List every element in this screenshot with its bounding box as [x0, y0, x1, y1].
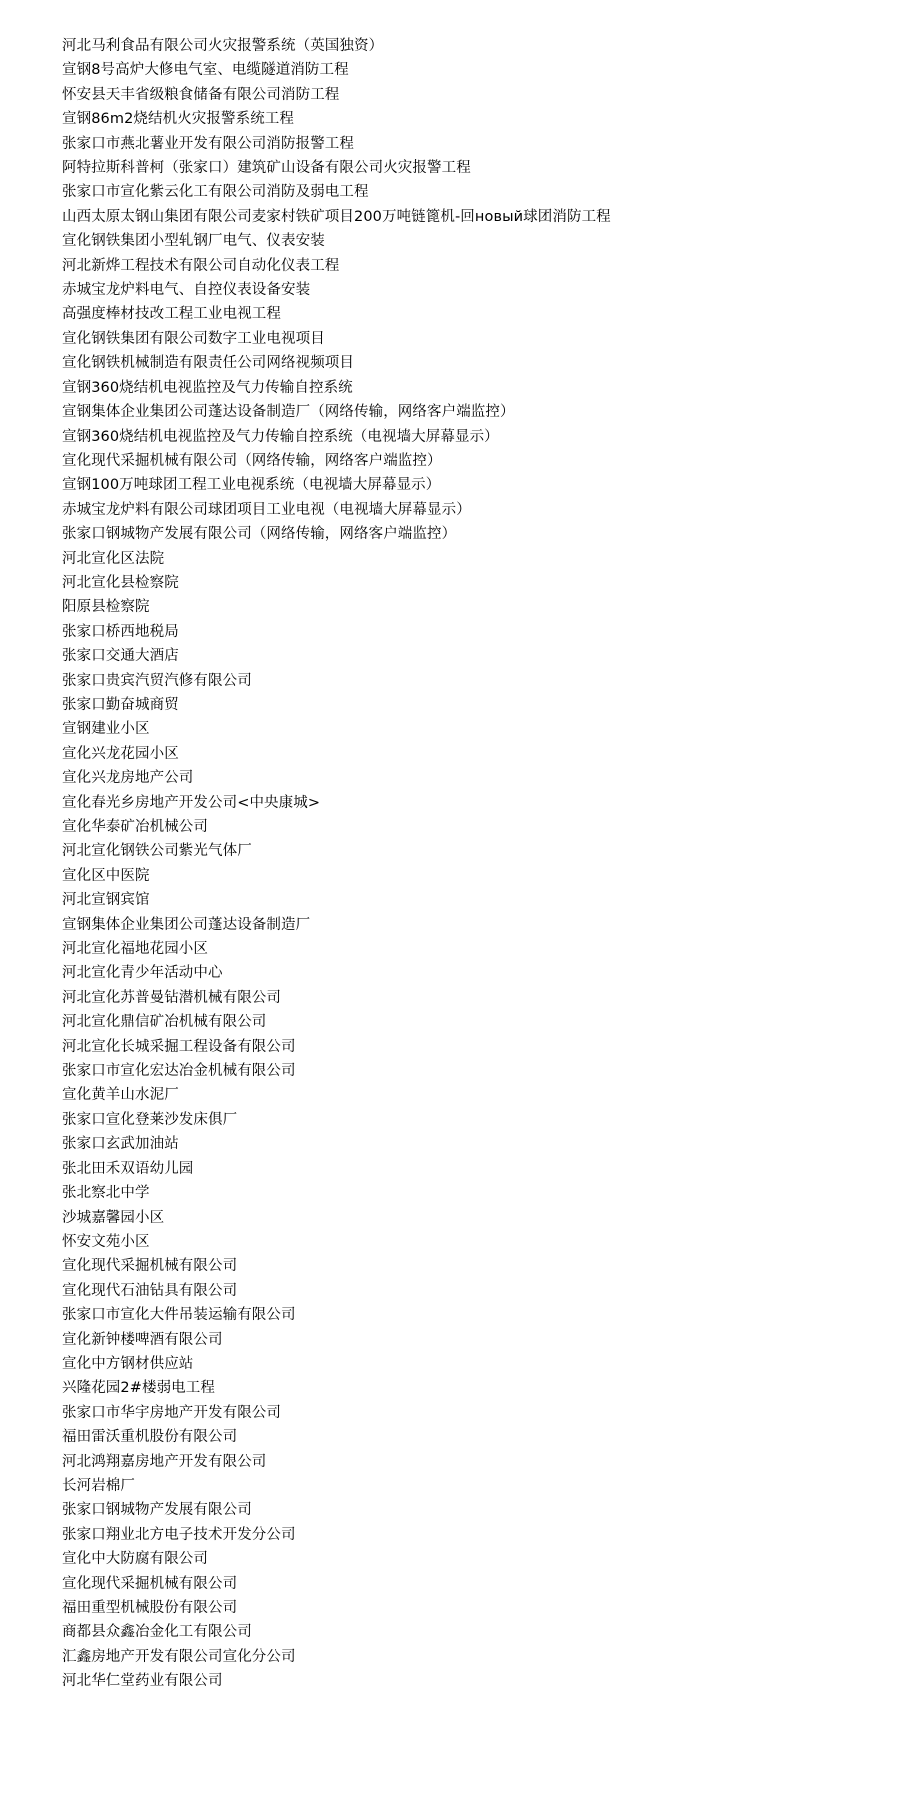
list-item: 河北马利食品有限公司火灾报警系统（英国独资） [62, 38, 384, 54]
list-item: 张北田禾双语幼儿园 [62, 1160, 194, 1177]
list-item: 张家口翔业北方电子技术开发分公司 [62, 1526, 296, 1543]
list-item: 阳原县检察院 [62, 599, 150, 616]
list-item: 张家口市宣化紫云化工有限公司消防及弱电工程 [62, 184, 369, 201]
list-item: 宣钢360烧结机电视监控及气力传输自控系统 [62, 379, 353, 396]
list-item: 宣化黄羊山水泥厂 [62, 1087, 179, 1104]
list-item: 河北宣化长城采掘工程设备有限公司 [62, 1038, 296, 1055]
list-item: 赤城宝龙炉料电气、自控仪表设备安装 [62, 282, 311, 299]
list-item: 宣化钢铁集团小型轧钢厂电气、仪表安装 [62, 233, 325, 250]
list-item: 宣钢集体企业集团公司蓬达设备制造厂 [62, 916, 311, 933]
list-item: 张家口市宣化宏达冶金机械有限公司 [62, 1063, 296, 1080]
list-item: 沙城嘉馨园小区 [62, 1209, 165, 1226]
list-item: 河北鸿翔嘉房地产开发有限公司 [62, 1453, 267, 1470]
list-item: 宣钢100万吨球团工程工业电视系统（电视墙大屏幕显示） [62, 477, 441, 494]
list-item: 张家口交通大酒店 [62, 648, 179, 665]
project-list [62, 34, 840, 1694]
list-item: 河北华仁堂药业有限公司 [62, 1673, 223, 1690]
list-item: 张家口钢城物产发展有限公司 [62, 1502, 252, 1519]
list-item: 宣化区中医院 [62, 867, 150, 884]
list-item: 山西太原太钢山集团有限公司麦家村铁矿项目200万吨链篦机-回новый球团消防工程 [62, 208, 611, 225]
list-item: 张家口宣化登莱沙发床俱厂 [62, 1111, 238, 1128]
list-item: 宣化现代采掘机械有限公司 [62, 1258, 238, 1275]
list-item: 宣化兴龙房地产公司 [62, 770, 194, 787]
list-item: 福田重型机械股份有限公司 [62, 1600, 238, 1616]
list-item: 宣钢集体企业集团公司蓬达设备制造厂（网络传输，网络客户端监控） [62, 404, 515, 421]
list-item: 河北新烨工程技术有限公司自动化仪表工程 [62, 257, 340, 274]
list-item: 赤城宝龙炉料有限公司球团项目工业电视（电视墙大屏幕显示） [62, 501, 471, 518]
list-item: 张家口市宣化大件吊装运输有限公司 [62, 1307, 296, 1324]
list-item: 宣化钢铁集团有限公司数字工业电视项目 [62, 330, 325, 347]
list-item: 张家口市燕北薯业开发有限公司消防报警工程 [62, 135, 354, 152]
list-item: 宣化新钟楼啤酒有限公司 [62, 1331, 223, 1348]
list-item: 河北宣钢宾馆 [62, 892, 150, 909]
list-item: 河北宣化区法院 [62, 550, 165, 567]
list-item: 河北宣化苏普曼钻潜机械有限公司 [62, 989, 281, 1006]
list-item: 长河岩棉厂 [62, 1477, 135, 1494]
list-item: 河北宣化钢铁公司紫光气体厂 [62, 843, 252, 860]
list-item: 商都县众鑫冶金化工有限公司 [62, 1624, 252, 1641]
list-item: 河北宣化青少年活动中心 [62, 965, 223, 982]
list-item: 汇鑫房地产开发有限公司宣化分公司 [62, 1648, 296, 1665]
list-item: 张北察北中学 [62, 1185, 150, 1202]
list-item: 张家口勤奋城商贸 [62, 696, 179, 713]
list-item: 宣化现代采掘机械有限公司（网络传输，网络客户端监控） [62, 452, 442, 469]
list-item: 宣钢8号高炉大修电气室、电缆隧道消防工程 [62, 62, 349, 79]
list-item: 高强度棒材技改工程工业电视工程 [62, 306, 281, 323]
list-item: 河北宣化鼎信矿冶机械有限公司 [62, 1014, 267, 1031]
list-item: 宣化中大防腐有限公司 [62, 1551, 208, 1568]
list-item: 怀安县天丰省级粮食储备有限公司消防工程 [62, 86, 340, 103]
list-item: 宣化兴龙花园小区 [62, 745, 179, 762]
list-item: 张家口市华宇房地产开发有限公司 [62, 1404, 281, 1421]
list-item: 福田雷沃重机股份有限公司 [62, 1429, 238, 1446]
list-item: 宣化中方钢材供应站 [62, 1355, 194, 1372]
list-item: 张家口钢城物产发展有限公司（网络传输，网络客户端监控） [62, 526, 457, 543]
list-item: 宣钢360烧结机电视监控及气力传输自控系统（电视墙大屏幕显示） [62, 428, 499, 445]
list-item: 张家口玄武加油站 [62, 1136, 179, 1153]
list-item: 怀安文苑小区 [62, 1233, 150, 1250]
list-item: 兴隆花园2#楼弱电工程 [62, 1380, 215, 1397]
list-item: 阿特拉斯科普柯（张家口）建筑矿山设备有限公司火灾报警工程 [62, 160, 471, 177]
list-item: 河北宣化县检察院 [62, 574, 179, 591]
list-item: 宣化现代采掘机械有限公司 [62, 1575, 238, 1592]
list-item: 宣化春光乡房地产开发公司<中央康城> [62, 794, 321, 811]
list-item: 河北宣化福地花园小区 [62, 941, 208, 958]
list-item: 宣化华泰矿冶机械公司 [62, 819, 208, 835]
list-item: 宣钢86m2烧结机火灾报警系统工程 [62, 111, 294, 128]
list-item: 张家口贵宾汽贸汽修有限公司 [62, 672, 252, 689]
list-item: 宣钢建业小区 [62, 721, 150, 738]
list-item: 张家口桥西地税局 [62, 623, 179, 640]
list-item: 宣化现代石油钻具有限公司 [62, 1282, 238, 1299]
list-item: 宣化钢铁机械制造有限责任公司网络视频项目 [62, 355, 354, 372]
